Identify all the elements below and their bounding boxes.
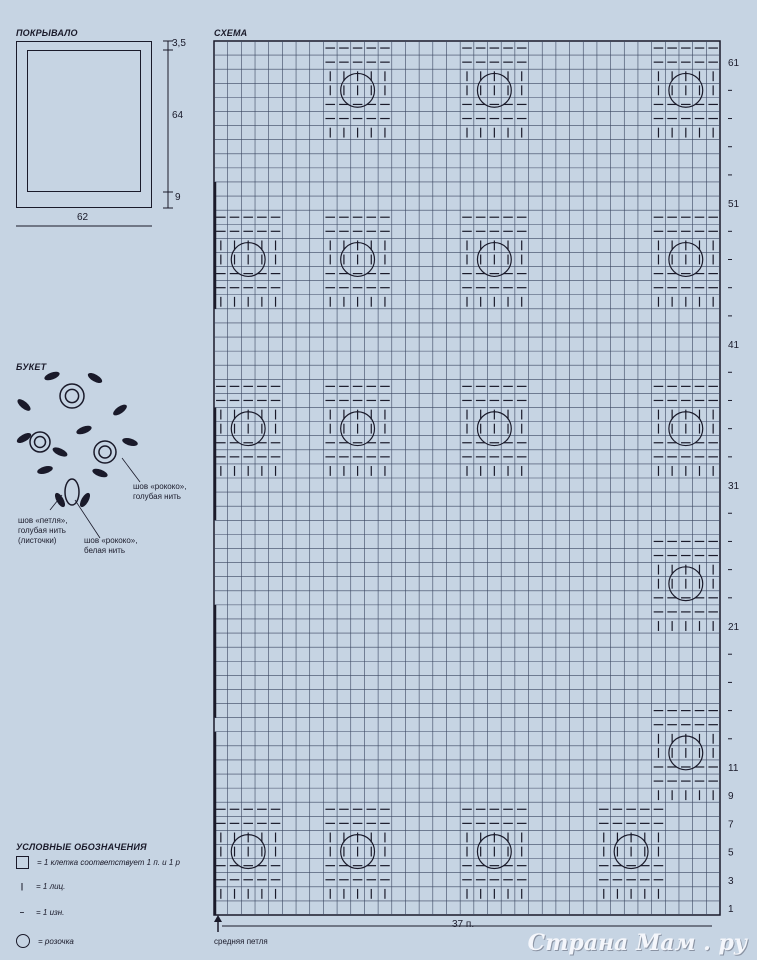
leaf-icon bbox=[91, 467, 108, 479]
knit-stitch-icon: | bbox=[20, 882, 24, 891]
rose-inner-icon bbox=[35, 437, 46, 448]
row-label: 21 bbox=[728, 622, 740, 634]
scheme-title: СХЕМА bbox=[214, 28, 248, 38]
rose-icon bbox=[30, 432, 50, 452]
row-label: 7 bbox=[728, 819, 734, 831]
row-label: 41 bbox=[728, 340, 740, 352]
row-label: 1 bbox=[728, 903, 734, 915]
blanket-dim-bottom: 9 bbox=[175, 192, 181, 203]
rose-inner-icon bbox=[65, 389, 78, 402]
bud-icon bbox=[65, 479, 79, 505]
blanket-dim-width: 62 bbox=[77, 212, 89, 223]
rose-icon bbox=[94, 441, 116, 463]
legend-item-purl: – = 1 изн. bbox=[16, 908, 64, 917]
bouquet-title: БУКЕТ bbox=[16, 362, 47, 372]
leaf-icon bbox=[36, 465, 53, 476]
row-label: 11 bbox=[728, 762, 739, 774]
row-label: 31 bbox=[728, 481, 740, 493]
row-label: 9 bbox=[728, 791, 734, 803]
leaf-icon bbox=[111, 403, 128, 418]
middle-loop-label: средняя петля bbox=[214, 937, 268, 946]
leaf-icon bbox=[75, 424, 92, 436]
leaf-icon bbox=[16, 397, 33, 413]
row-label: 3 bbox=[728, 875, 734, 887]
legend-item-rosette: = розочка bbox=[16, 934, 74, 948]
legend-title: УСЛОВНЫЕ ОБОЗНАЧЕНИЯ bbox=[16, 842, 147, 852]
leaf-icon bbox=[86, 371, 103, 385]
callout-line bbox=[75, 500, 100, 538]
width-label: 37 п. bbox=[452, 919, 475, 930]
rose-icon bbox=[60, 384, 84, 408]
legend-item-knit: | = 1 лиц. bbox=[16, 882, 65, 891]
leaf-icon bbox=[43, 370, 60, 382]
row-label: 5 bbox=[728, 847, 734, 859]
callout-rococo-white: шов «рококо», белая нить bbox=[84, 536, 138, 555]
arrow-head-icon bbox=[214, 915, 222, 922]
row-label: 51 bbox=[728, 199, 740, 211]
leaf-icon bbox=[121, 437, 138, 448]
purl-stitch-icon: – bbox=[19, 908, 25, 917]
callout-rococo-blue: шов «рококо», голубая нить bbox=[133, 482, 187, 501]
blanket-dim-top: 3,5 bbox=[172, 38, 186, 49]
leaf-icon bbox=[78, 491, 92, 508]
blanket-dim-height: 64 bbox=[172, 110, 184, 121]
watermark: Страна Мам . ру bbox=[527, 930, 747, 956]
blanket-title: ПОКРЫВАЛО bbox=[16, 28, 78, 38]
leaf-icon bbox=[51, 445, 68, 458]
rose-inner-icon bbox=[99, 446, 111, 458]
callout-loop-stitch: шов «петля», голубая нить (листочки) bbox=[18, 516, 68, 545]
callout-line bbox=[122, 458, 140, 482]
legend-item-square: = 1 клетка соответствует 1 п. и 1 р bbox=[16, 856, 180, 869]
row-label: 61 bbox=[728, 58, 740, 70]
